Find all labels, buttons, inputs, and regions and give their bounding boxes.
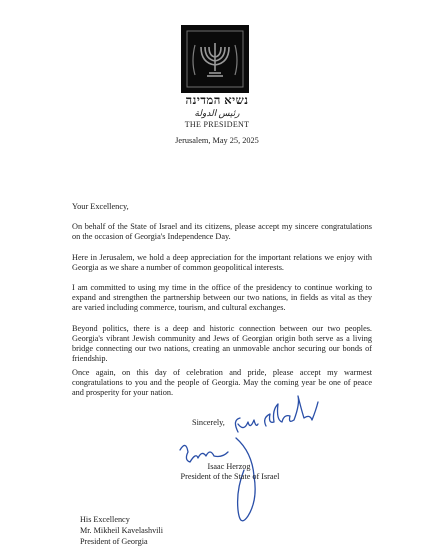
body-paragraph-5: Once again, on this day of celebration and pride, please accept my warmest congratulations to you and the people of Georgia. May the coming year be one of peace and prosperity for your nation. <box>72 368 372 397</box>
place-date: Jerusalem, May 25, 2025 <box>175 136 259 145</box>
arabic-title: رئيس الدولة <box>194 108 240 118</box>
addressee-line-2: Mr. Mikheil Kavelashvili <box>80 526 164 535</box>
menorah-emblem-icon <box>181 25 249 93</box>
signer-name: Isaac Herzog <box>207 462 251 471</box>
salutation: Your Excellency, <box>72 202 129 211</box>
english-title: THE PRESIDENT <box>184 120 250 129</box>
addressee-line-3: President of Georgia <box>80 537 148 546</box>
addressee-line-1: His Excellency <box>80 515 130 524</box>
body-paragraph-4: Beyond politics, there is a deep and historic connection between our two peoples. Georgia's vibrant Jewish community and Jews of Georgian origin both serve as a living bridge connecting our two nations, creating an unmovable anchor securing our bonds of friendship. <box>72 324 372 363</box>
body-paragraph-3: I am committed to using my time in the office of the presidency to continue working to expand and strengthen the partnership between our two nations, in fields as vital as they are varied including commerce, tourism, and cultural exchanges. <box>72 283 372 312</box>
closing: Sincerely, <box>192 418 225 427</box>
body-paragraph-1: On behalf of the State of Israel and its citizens, please accept my sincere congratulations on the occasion of Georgia's Independence Day. <box>72 222 372 241</box>
hebrew-title: נשיא המדינה <box>185 95 249 107</box>
signer-title: President of the State of Israel <box>180 472 280 481</box>
body-paragraph-2: Here in Jerusalem, we hold a deep appreciation for the important relations we enjoy with Georgia as we share a number of common geopolitical interests. <box>72 253 372 272</box>
